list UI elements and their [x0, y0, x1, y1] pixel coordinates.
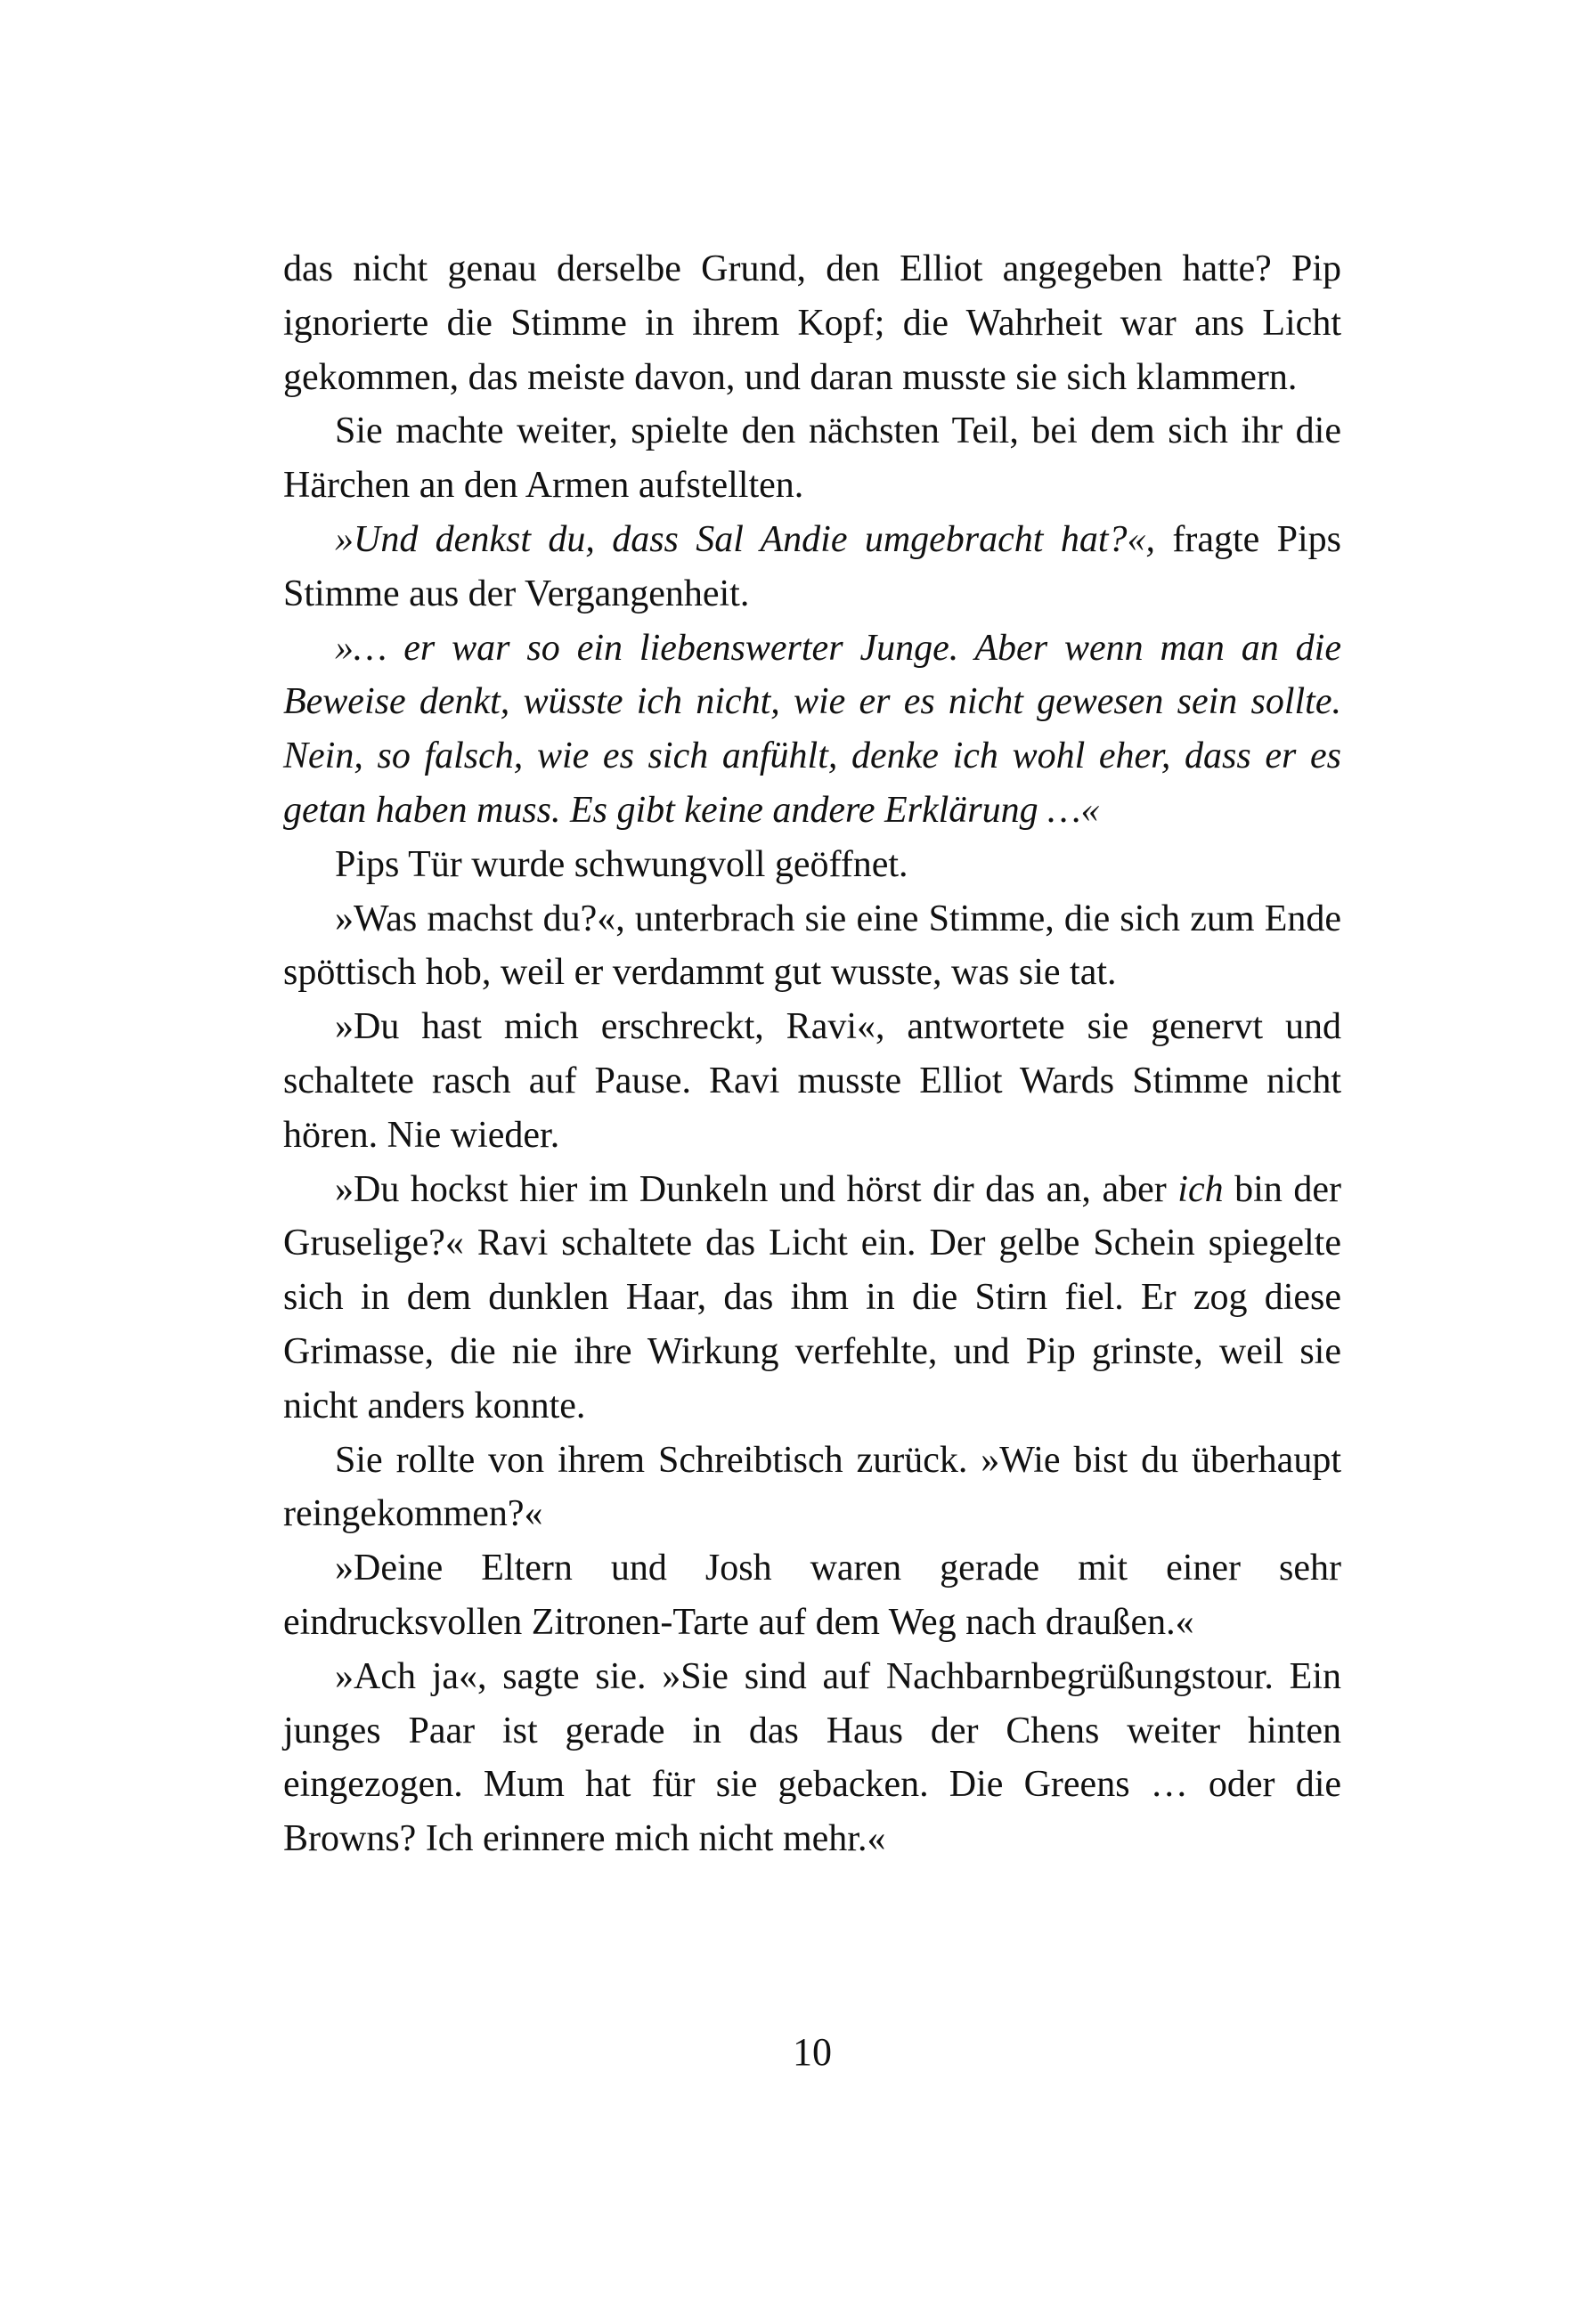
text-run: Pips Tür wurde schwungvoll geöffnet.	[335, 843, 908, 885]
text-run: fragte Pips Stimme aus der Vergangenheit.	[283, 518, 1341, 614]
paragraph	[283, 1541, 1341, 1650]
text-run: Sie rollte von ihrem Schreibtisch zurück. »Wie bist du überhaupt reingekommen?«	[283, 1439, 1341, 1535]
paragraph	[283, 1650, 1341, 1866]
text-run: das nicht genau derselbe Grund, den Elliot angegeben hatte? Pip ignorierte die Stimme in ihrem Kopf; die Wahrheit war ans Licht gekommen, das meiste davon, und daran musste sie sich klammern.	[283, 248, 1341, 398]
paragraph	[283, 513, 1341, 622]
paragraph	[283, 892, 1341, 1001]
italic-text-run: ich	[1177, 1168, 1224, 1210]
paragraph	[283, 1434, 1341, 1542]
text-run: »Ach ja«, sagte sie. »Sie sind auf Nachbarnbegrüßungstour. Ein junges Paar ist gerade in das Haus der Chens weiter hinten eingezogen. Mum hat für sie gebacken. Die Greens … oder die Browns? Ich erinnere mich nicht mehr.«	[283, 1655, 1341, 1860]
paragraph	[283, 622, 1341, 838]
text-run: Sie machte weiter, spielte den nächsten Teil, bei dem sich ihr die Härchen an den Armen aufstellten.	[283, 410, 1341, 507]
text-block	[283, 242, 1341, 1866]
italic-text-run: »Und denkst du, dass Sal Andie umgebracht hat?«,	[335, 518, 1155, 560]
page-number: 10	[793, 2030, 832, 2074]
text-run: »Was machst du?«, unterbrach sie eine Stimme, die sich zum Ende spöttisch hob, weil er verdammt gut wusste, was sie tat.	[283, 898, 1341, 994]
paragraph	[283, 838, 1341, 892]
text-run: bin der Gruselige?« Ravi schaltete das Licht ein. Der gelbe Schein spiegelte sich in dem dunklen Haar, das ihm in die Stirn fiel. Er zog diese Grimasse, die nie ihre Wirkung verfehlte, und Pip grinste, weil sie nicht anders konnte.	[283, 1168, 1341, 1426]
paragraph	[283, 1000, 1341, 1162]
paragraph	[283, 1163, 1341, 1434]
italic-text-run: »… er war so ein liebenswerter Junge. Aber wenn man an die Beweise denkt, wüsste ich nicht, wie er es nicht gewesen sein sollte. Nein, so falsch, wie es sich anfühlt, denke ich wohl eher, dass er es getan haben muss. Es gibt keine andere Erklärung …«	[283, 627, 1341, 831]
text-run: »Deine Eltern und Josh waren gerade mit einer sehr eindrucksvollen Zitronen-Tarte auf dem Weg nach draußen.«	[283, 1548, 1341, 1643]
paragraph	[283, 242, 1341, 404]
text-run: »Du hast mich erschreckt, Ravi«, antwortete sie genervt und schaltete rasch auf Pause. Ravi musste Elliot Wards Stimme nicht hören. Nie wieder.	[283, 1006, 1341, 1156]
text-run: »Du hockst hier im Dunkeln und hörst dir das an, aber	[335, 1168, 1178, 1210]
paragraph	[283, 404, 1341, 513]
